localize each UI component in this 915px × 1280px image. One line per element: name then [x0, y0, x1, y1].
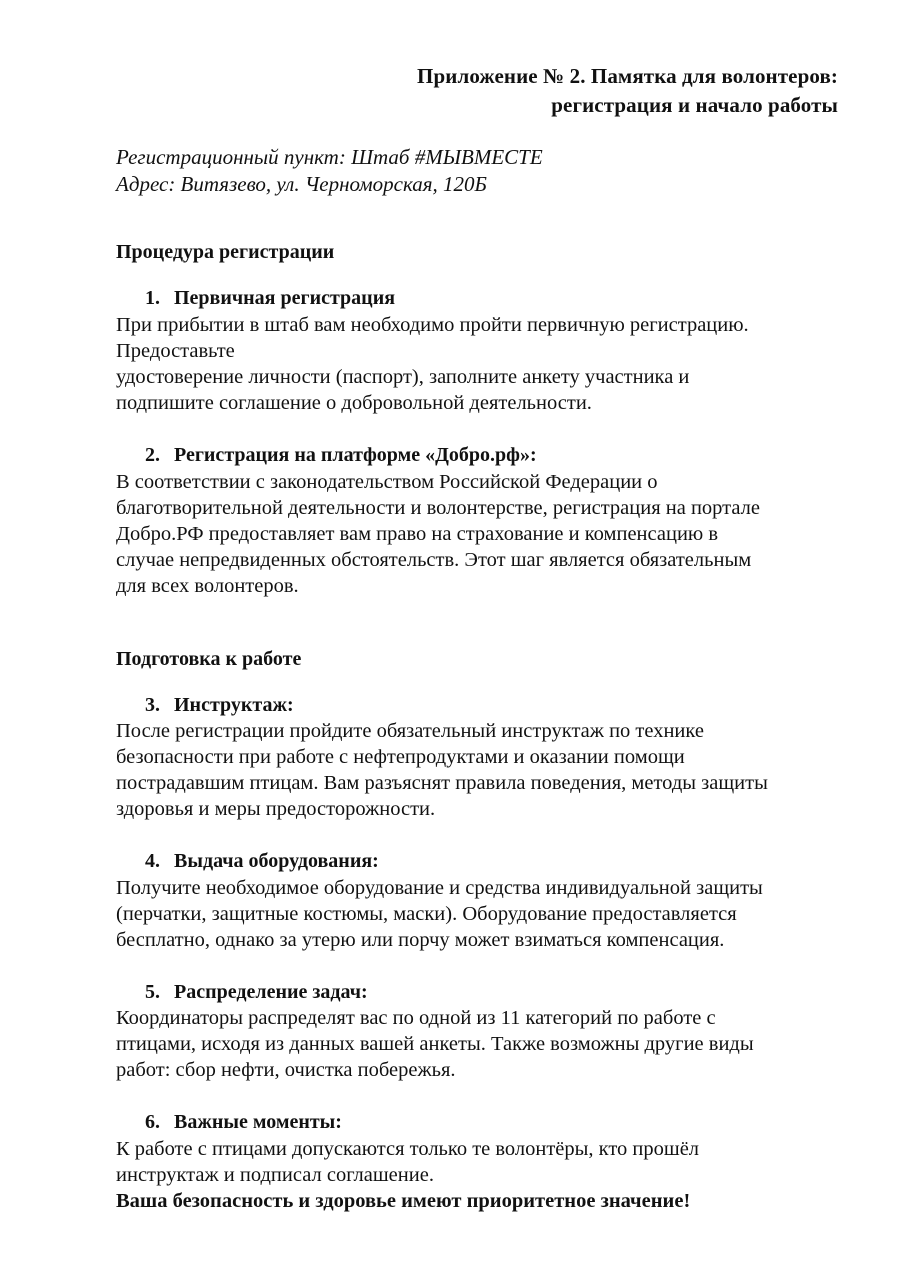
item-number: 2. [145, 444, 160, 466]
body-line: удостоверение личности (паспорт), заполните анкету участника и [116, 366, 690, 388]
item-number: 1. [145, 287, 160, 309]
item-number: 5. [145, 981, 160, 1003]
body-line: случае непредвиденных обстоятельств. Этот шаг является обязательным [116, 549, 752, 571]
registration-point: Регистрационный пункт: Штаб #МЫВМЕСТЕ [116, 145, 543, 169]
body-line: (перчатки, защитные костюмы, маски). Оборудование предоставляется [116, 903, 737, 925]
body-line: К работе с птицами допускаются только те волонтёры, кто прошёл [116, 1138, 700, 1160]
document-title-line-2: регистрация и начало работы [551, 93, 838, 117]
body-line: благотворительной деятельности и волонтерстве, регистрация на портале [116, 497, 760, 519]
body-line: здоровья и меры предосторожности. [116, 798, 436, 820]
body-line: В соответствии с законодательством Российской Федерации о [116, 471, 658, 493]
body-line: После регистрации пройдите обязательный инструктаж по технике [116, 720, 704, 742]
item-heading-6 [145, 1111, 342, 1134]
item-heading-4 [145, 850, 379, 873]
body-line: работ: сбор нефти, очистка побережья. [116, 1059, 456, 1081]
body-line: безопасности при работе с нефтепродуктами и оказании помощи [116, 746, 685, 768]
item-number: 4. [145, 850, 160, 872]
item-title: Регистрация на платформе «Добро.рф»: [174, 444, 537, 466]
item-heading-3 [145, 694, 294, 717]
body-line: При прибытии в штаб вам необходимо пройти первичную регистрацию. [116, 314, 749, 336]
body-line: инструктаж и подписал соглашение. [116, 1164, 434, 1186]
document-title-line-1: Приложение № 2. Памятка для волонтеров: [417, 64, 838, 88]
body-line: птицами, исходя из данных вашей анкеты. Также возможны другие виды [116, 1033, 754, 1055]
registration-address: Адрес: Витязево, ул. Черноморская, 120Б [116, 172, 487, 196]
item-heading-5 [145, 981, 368, 1004]
body-line: Добро.РФ предоставляет вам право на страхование и компенсацию в [116, 523, 719, 545]
item-heading-1 [145, 287, 395, 310]
body-line: Предоставьте [116, 340, 235, 362]
item-title: Распределение задач: [174, 981, 368, 1003]
body-line: Получите необходимое оборудование и средства индивидуальной защиты [116, 877, 763, 899]
safety-emphasis: Ваша безопасность и здоровье имеют приоритетное значение! [116, 1190, 691, 1212]
item-number: 3. [145, 694, 160, 716]
item-title: Выдача оборудования: [174, 850, 379, 872]
body-line: Координаторы распределят вас по одной из 11 категорий по работе с [116, 1007, 716, 1029]
body-line: для всех волонтеров. [116, 575, 299, 597]
item-title: Первичная регистрация [174, 287, 396, 309]
body-line: подпишите соглашение о добровольной деятельности. [116, 392, 592, 414]
item-heading-2 [145, 444, 537, 467]
section-heading-registration: Процедура регистрации [116, 241, 335, 263]
section-heading-preparation: Подготовка к работе [116, 648, 302, 670]
item-title: Инструктаж: [174, 694, 294, 716]
item-number: 6. [145, 1111, 160, 1133]
body-line: пострадавшим птицам. Вам разъяснят правила поведения, методы защиты [116, 772, 768, 794]
item-title: Важные моменты: [174, 1111, 342, 1133]
body-line: бесплатно, однако за утерю или порчу может взиматься компенсация. [116, 929, 725, 951]
